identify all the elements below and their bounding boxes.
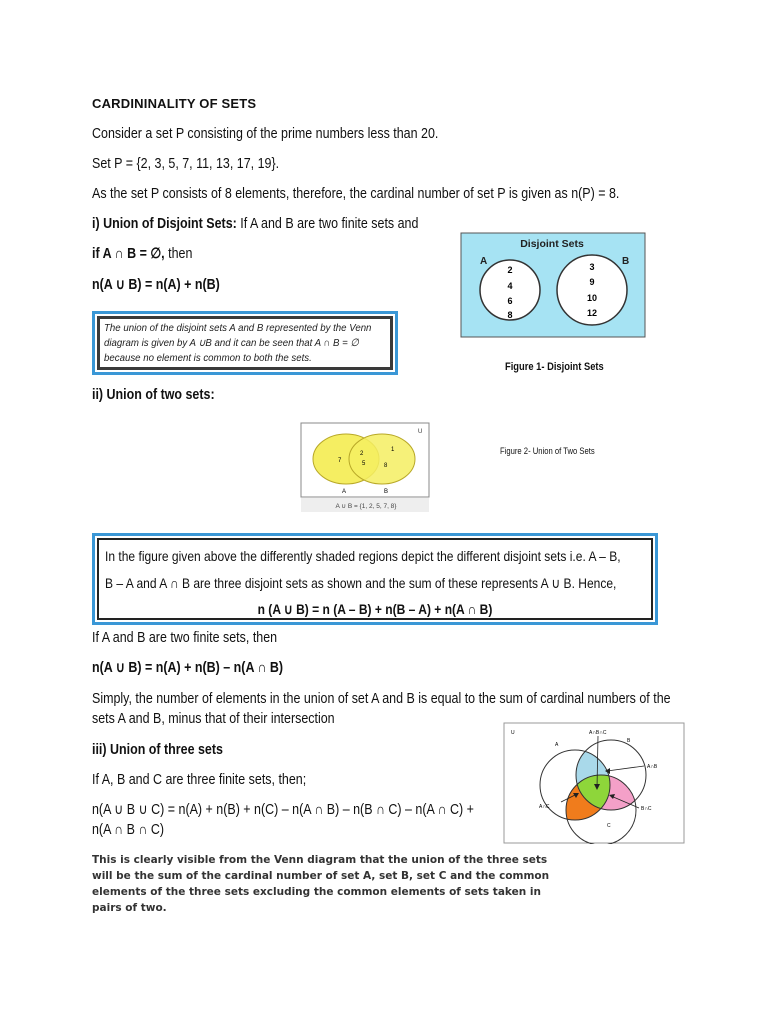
label-b-c: B∩C [641, 806, 652, 812]
disjoint-label-b: B [622, 256, 630, 267]
three-sets-text-1: If A, B and C are three finite sets, then; [92, 772, 307, 788]
set-b-element: 10 [586, 293, 598, 303]
label-a-b-c: A∩B∩C [589, 730, 607, 736]
explanation-line: elements of the three sets excluding the common elements of sets taken in [92, 886, 541, 898]
disjoint-callout [92, 311, 398, 375]
disjoint-callout-line-3: because no element is common to both the sets. [104, 352, 312, 364]
three-sets-explanation [92, 852, 549, 916]
paragraph-2: Set P = {2, 3, 5, 7, 11, 13, 17, 19}. [92, 156, 280, 172]
set-a-element: 2 [507, 265, 513, 275]
disjoint-condition [92, 246, 192, 262]
three-label-b: B [627, 738, 631, 744]
union-three-sets-figure [503, 722, 685, 844]
disjoint-label-a: A [480, 256, 488, 267]
venn-circle-b [349, 434, 415, 484]
disjoint-condition-bold: if A ∩ B = ∅, [92, 246, 165, 262]
paragraph-1: Consider a set P consisting of the prime numbers less than 20. [92, 126, 439, 142]
set-b-element: 9 [589, 277, 595, 287]
union-two-sets-figure [300, 422, 432, 514]
b-only-element: 8 [384, 463, 388, 469]
disjoint-title [92, 216, 418, 232]
explanation-line: pairs of two. [92, 902, 167, 914]
paragraph-3: As the set P consists of 8 elements, therefore, the cardinal number of set P is given as n(P) = 8. [92, 186, 620, 202]
label-a-c: A∩C [539, 804, 550, 810]
set-a-element: 4 [507, 281, 513, 291]
two-sets-text-3: sets A and B, minus that of their intersection [92, 711, 335, 727]
two-sets-callout [92, 533, 658, 625]
two-sets-text-2: Simply, the number of elements in the union of set A and B is equal to the sum of cardinal numbers of the [92, 691, 671, 707]
a-only-element: 7 [338, 458, 342, 464]
three-label-c: C [607, 823, 611, 829]
disjoint-callout-line-1: The union of the disjoint sets A and B represented by the Venn [104, 322, 372, 334]
label-a-b: A∩B [647, 764, 658, 770]
intersection-element: 5 [362, 461, 366, 467]
three-label-a: A [555, 742, 559, 748]
disjoint-callout-line-2: diagram is given by A ∪B and it can be seen that A ∩ B = ∅ [104, 337, 359, 349]
three-sets-formula-2: n(A ∩ B ∩ C) [92, 822, 164, 838]
set-a-element: 8 [507, 310, 513, 320]
explanation-line: will be the sum of the cardinal number of set A, set B, set C and the common [92, 870, 550, 882]
three-universe-label: U [511, 730, 515, 736]
three-sets-formula-1: n(A ∪ B ∪ C) = n(A) + n(B) + n(C) – n(A ∩ B) – n(B ∩ C) – n(A ∩ C) + [92, 802, 474, 818]
b-only-element: 1 [391, 447, 395, 453]
figure-2-caption: Figure 2- Union of Two Sets [500, 446, 595, 456]
two-sets-title: ii) Union of two sets: [92, 387, 215, 403]
disjoint-title-rest: If A and B are two finite sets and [236, 216, 419, 232]
disjoint-formula: n(A ∪ B) = n(A) + n(B) [92, 277, 220, 293]
set-b-element: 12 [586, 308, 598, 318]
venn-label-a: A [342, 489, 347, 495]
universe-label: U [418, 429, 423, 435]
page-title: CARDININALITY OF SETS [92, 96, 257, 111]
set-b-element: 3 [589, 262, 595, 272]
two-sets-text-1: If A and B are two finite sets, then [92, 630, 278, 646]
venn-label-b: B [384, 489, 389, 495]
two-sets-formula: n(A ∪ B) = n(A) + n(B) – n(A ∩ B) [92, 660, 284, 676]
disjoint-figure-title: Disjoint Sets [520, 238, 584, 250]
callout-formula: n (A ∪ B) = n (A – B) + n(B – A) + n(A ∩ B) [257, 601, 493, 617]
set-a-element: 6 [507, 296, 513, 306]
union-formula: A ∪ B = {1, 2, 5, 7, 8} [335, 503, 397, 510]
intersection-element: 2 [360, 451, 364, 457]
disjoint-sets-figure [460, 232, 646, 338]
disjoint-title-bold: i) Union of Disjoint Sets: [92, 216, 237, 232]
explanation-line: This is clearly visible from the Venn diagram that the union of the three sets [92, 854, 548, 866]
disjoint-condition-rest: then [164, 246, 193, 262]
callout-line-1: In the figure given above the differently shaded regions depict the different disjoint sets i.e. A – B, [105, 548, 621, 564]
figure-1-caption: Figure 1- Disjoint Sets [505, 361, 604, 373]
callout-line-2: B – A and A ∩ B are three disjoint sets as shown and the sum of these represents A ∪ B. Hence, [105, 575, 617, 591]
three-sets-title: iii) Union of three sets [92, 742, 223, 758]
